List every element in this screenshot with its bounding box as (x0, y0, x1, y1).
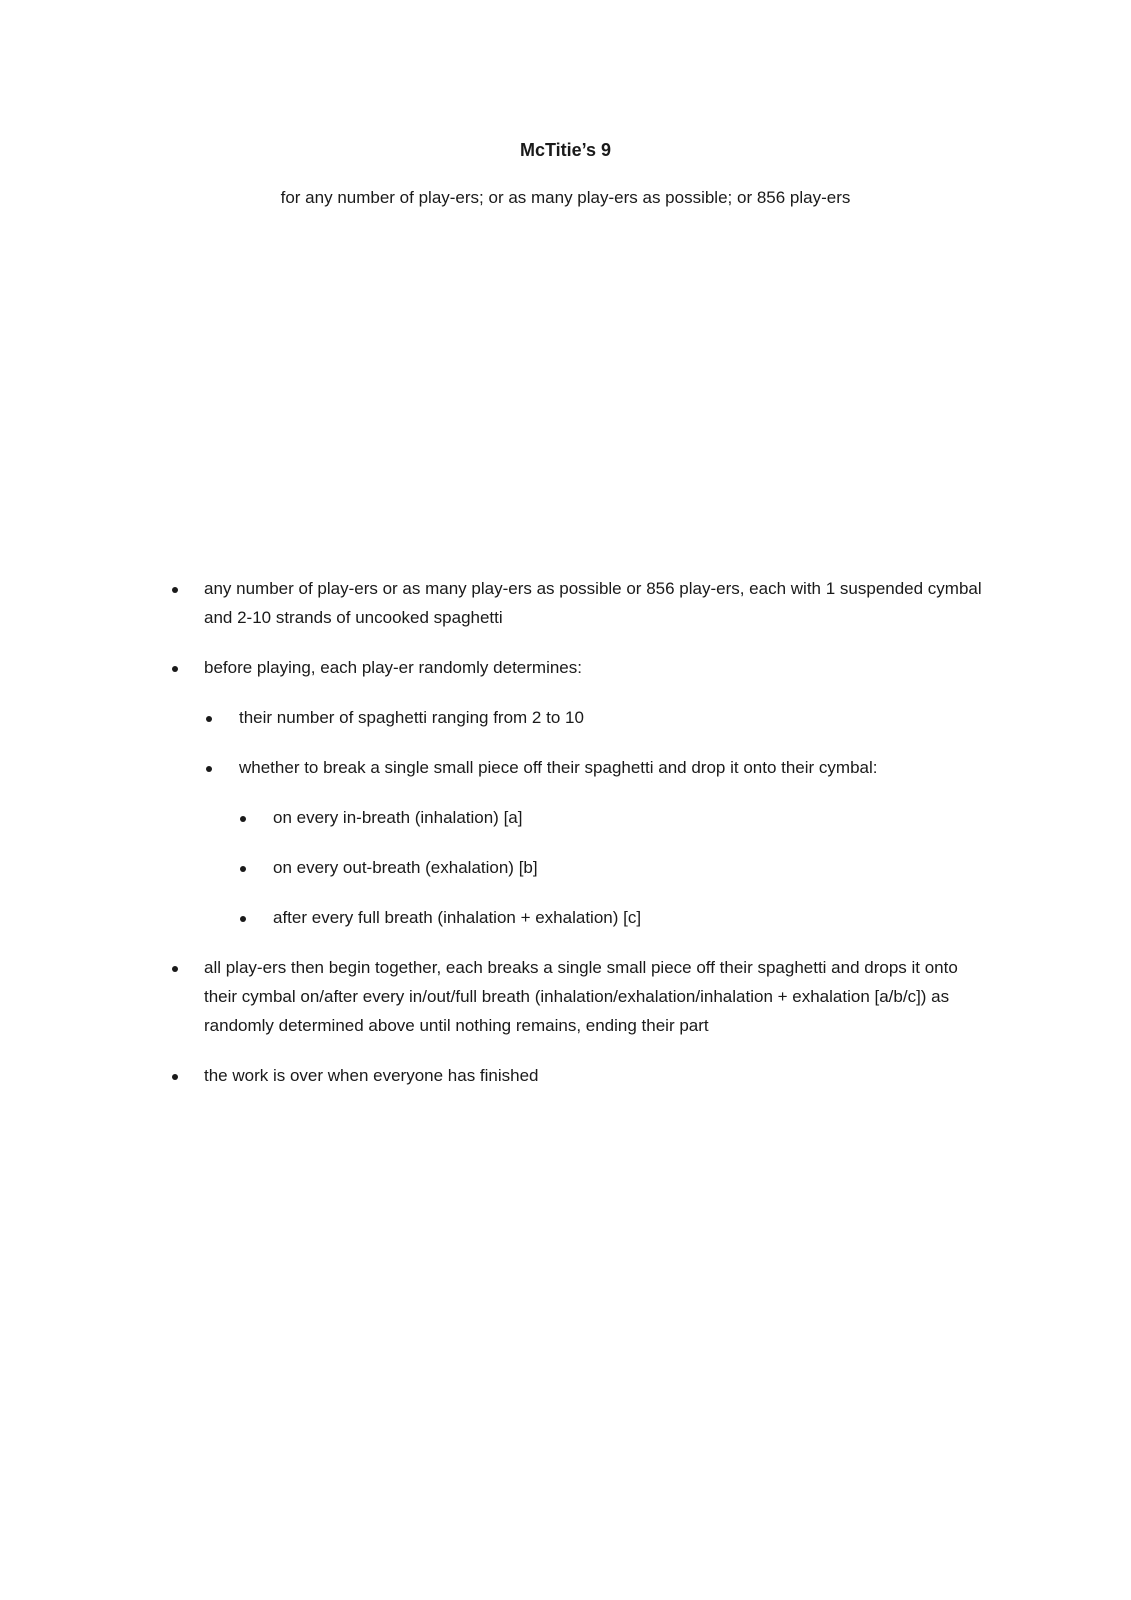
bullet-icon (206, 766, 212, 772)
list-item-text: whether to break a single small piece off their spaghetti and drop it onto their cymbal: (239, 758, 878, 777)
list-item-text: their number of spaghetti ranging from 2 to 10 (239, 708, 584, 727)
list-item (0, 853, 1013, 882)
list-item-text: the work is over when everyone has finished (204, 1066, 539, 1085)
list-item-text: before playing, each play-er randomly determines: (204, 658, 582, 677)
list-item (0, 1061, 994, 1090)
bullet-icon (172, 1074, 178, 1080)
list-item (0, 703, 1009, 732)
list-item-text: all play-ers then begin together, each breaks a single small piece off their spaghetti and drops it onto their cymbal on/after every in/out/full breath (inhalation/exhalation/inhalation + exhalation [a/b/c]) as randomly determined above until nothing remains, ending their part (204, 958, 958, 1035)
list-item-text: any number of play-ers or as many play-ers as possible or 856 play-ers, each with 1 suspended cymbal and 2-10 strands of uncooked spaghetti (204, 579, 982, 627)
document-subtitle: for any number of play-ers; or as many play-ers as possible; or 856 play-ers (280, 188, 851, 207)
list-item (0, 574, 994, 632)
list-item-text: after every full breath (inhalation + exhalation) [c] (273, 908, 642, 927)
instruction-list (0, 574, 1131, 1111)
bullet-icon (240, 916, 246, 922)
list-item-text: on every in-breath (inhalation) [a] (273, 808, 523, 827)
bullet-icon (240, 866, 246, 872)
bullet-icon (206, 716, 212, 722)
bullet-icon (172, 966, 178, 972)
list-item (0, 803, 1013, 832)
document-title: McTitie’s 9 (519, 140, 612, 160)
list-item-text: on every out-breath (exhalation) [b] (273, 858, 538, 877)
list-item (0, 753, 1009, 782)
list-item (0, 903, 1013, 932)
list-item (0, 953, 994, 1040)
list-item (0, 653, 994, 682)
bullet-icon (172, 666, 178, 672)
bullet-icon (240, 816, 246, 822)
bullet-icon (172, 587, 178, 593)
